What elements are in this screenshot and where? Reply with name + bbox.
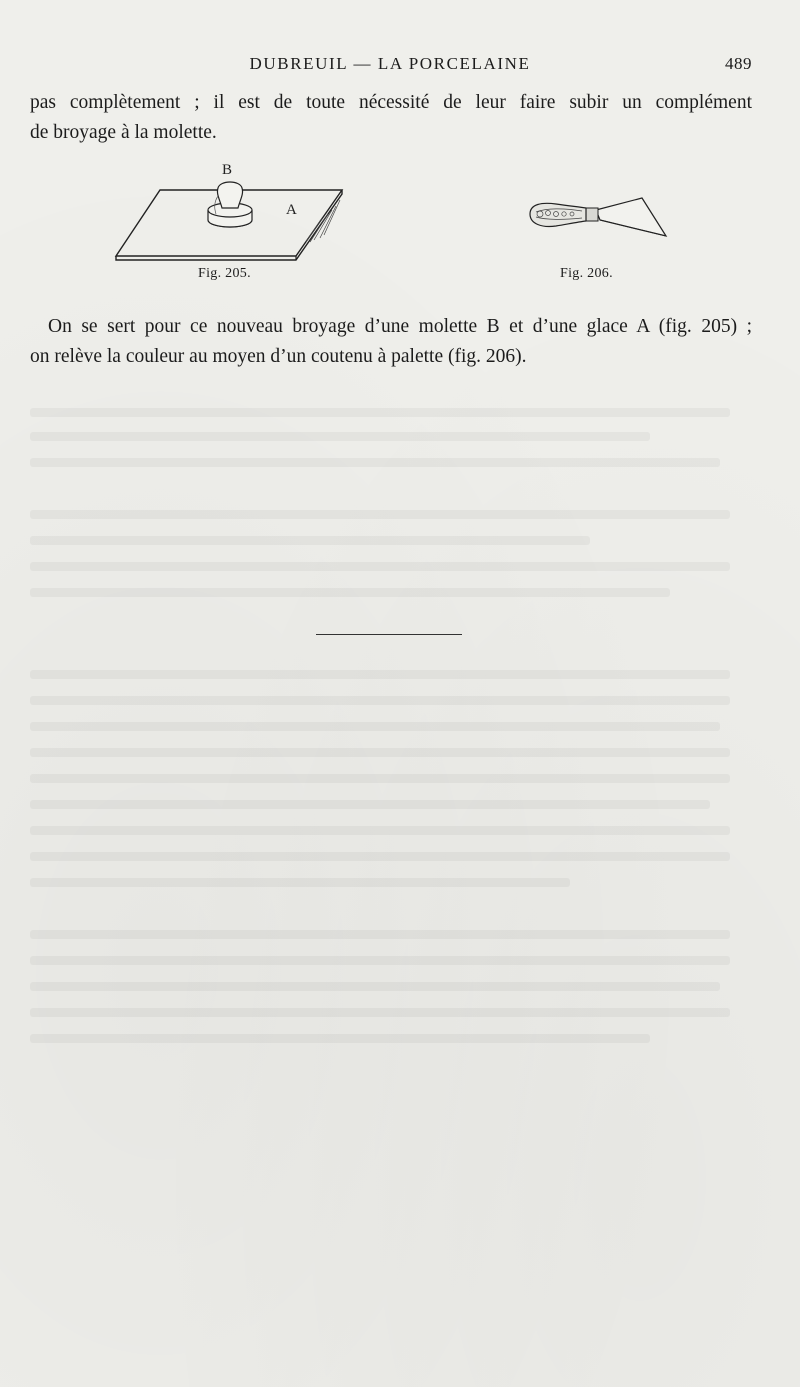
paragraph-2-line-1: On se sert pour ce nouveau broyage d’une molette B et d’une glace A (fig. 205) ; xyxy=(48,316,752,337)
label-b: B xyxy=(222,162,233,178)
paragraph-2-line-2: on relève la couleur au moyen d’un coutenu à palette (fig. 206). xyxy=(30,346,527,367)
page-number: 489 xyxy=(725,54,752,73)
paragraph-1-line-1: pas complètement ; il est de toute nécessité de leur faire subir un complément xyxy=(30,92,752,113)
paragraph-1 xyxy=(30,88,752,148)
show-through-texture xyxy=(30,380,770,1080)
figure-206-caption: Fig. 206. xyxy=(560,266,613,281)
figure-206 xyxy=(520,190,670,250)
running-head xyxy=(0,54,800,78)
section-divider-rule xyxy=(316,634,462,635)
figure-205-caption: Fig. 205. xyxy=(198,266,251,281)
paragraph-2 xyxy=(30,312,752,372)
palette-knife-illustration xyxy=(520,190,670,250)
muller-and-plate-illustration xyxy=(110,158,350,270)
paragraph-1-line-2: de broyage à la molette. xyxy=(30,122,217,143)
running-title: DUBREUIL — LA PORCELAINE xyxy=(249,54,531,73)
figure-205 xyxy=(110,158,350,270)
label-a: A xyxy=(286,202,297,218)
